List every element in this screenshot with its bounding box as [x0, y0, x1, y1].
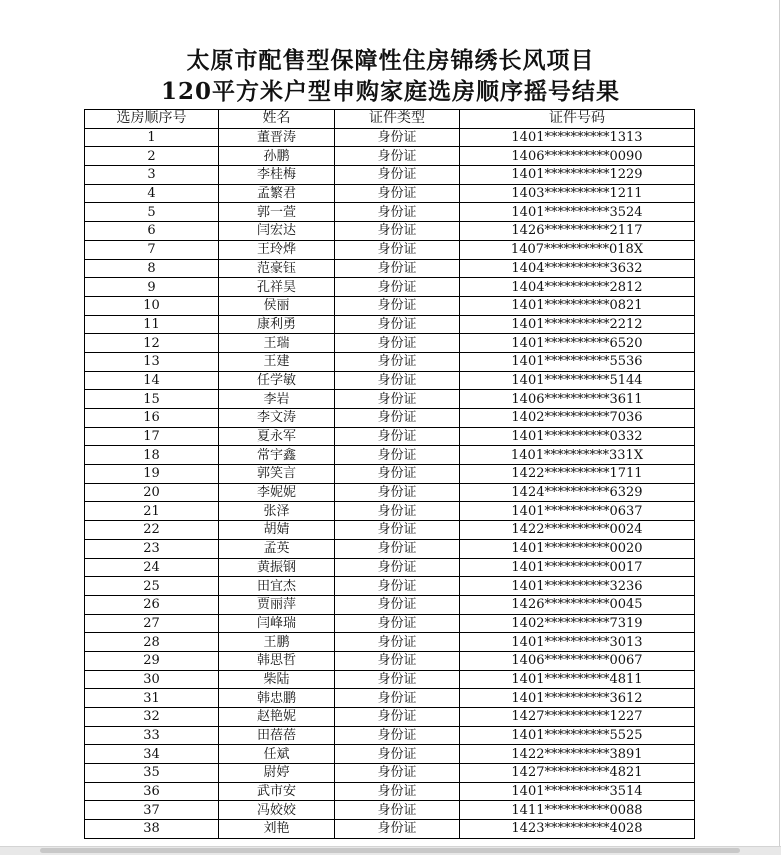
table-row	[85, 240, 695, 259]
id-type-cell: 身份证	[335, 670, 460, 689]
table-row	[85, 782, 695, 801]
name-cell: 李文涛	[219, 409, 335, 428]
id-number-cell: 1401**********5144	[460, 371, 695, 390]
order-number-cell: 12	[85, 334, 219, 353]
id-number-cell: 1401**********0821	[460, 296, 695, 315]
name-cell: 柴陆	[219, 670, 335, 689]
id-number-cell: 1402**********7319	[460, 614, 695, 633]
table-row	[85, 259, 695, 278]
order-number-cell: 2	[85, 147, 219, 166]
table-row	[85, 446, 695, 465]
id-type-cell: 身份证	[335, 446, 460, 465]
order-number-cell: 13	[85, 352, 219, 371]
order-number-cell: 30	[85, 670, 219, 689]
table-row	[85, 222, 695, 241]
id-type-cell: 身份证	[335, 483, 460, 502]
id-type-cell: 身份证	[335, 315, 460, 334]
order-number-cell: 29	[85, 651, 219, 670]
name-cell: 闫宏达	[219, 222, 335, 241]
id-number-cell: 1422**********1711	[460, 465, 695, 484]
id-number-cell: 1427**********1227	[460, 708, 695, 727]
id-number-cell: 1404**********2812	[460, 278, 695, 297]
table-row	[85, 502, 695, 521]
id-type-cell: 身份证	[335, 521, 460, 540]
order-number-cell: 21	[85, 502, 219, 521]
table-row	[85, 558, 695, 577]
order-number-cell: 11	[85, 315, 219, 334]
order-number-cell: 22	[85, 521, 219, 540]
order-number-cell: 34	[85, 745, 219, 764]
id-type-cell: 身份证	[335, 689, 460, 708]
table-row	[85, 689, 695, 708]
id-type-cell: 身份证	[335, 465, 460, 484]
table-row	[85, 577, 695, 596]
order-number-cell: 32	[85, 708, 219, 727]
id-number-cell: 1401**********2212	[460, 315, 695, 334]
order-number-cell: 5	[85, 203, 219, 222]
id-type-cell: 身份证	[335, 577, 460, 596]
id-number-cell: 1401**********1229	[460, 166, 695, 185]
id-number-cell: 1424**********6329	[460, 483, 695, 502]
order-number-cell: 8	[85, 259, 219, 278]
name-cell: 武市安	[219, 782, 335, 801]
order-number-cell: 6	[85, 222, 219, 241]
name-cell: 韩忠鹏	[219, 689, 335, 708]
name-cell: 郭笑言	[219, 465, 335, 484]
order-number-cell: 10	[85, 296, 219, 315]
id-type-cell: 身份证	[335, 147, 460, 166]
table-row	[85, 820, 695, 839]
table-row	[85, 427, 695, 446]
id-type-cell: 身份证	[335, 259, 460, 278]
name-cell: 郭一萱	[219, 203, 335, 222]
scrollbar-thumb[interactable]	[40, 848, 740, 853]
table-row	[85, 184, 695, 203]
name-cell: 黄振钢	[219, 558, 335, 577]
id-type-cell: 身份证	[335, 166, 460, 185]
order-number-cell: 35	[85, 764, 219, 783]
table-row	[85, 801, 695, 820]
table-row	[85, 166, 695, 185]
table-row	[85, 465, 695, 484]
name-cell: 刘艳	[219, 820, 335, 839]
order-number-cell: 37	[85, 801, 219, 820]
id-type-cell: 身份证	[335, 427, 460, 446]
id-number-cell: 1401**********331X	[460, 446, 695, 465]
order-number-cell: 24	[85, 558, 219, 577]
id-number-cell: 1401**********5525	[460, 726, 695, 745]
id-number-cell: 1401**********0332	[460, 427, 695, 446]
id-number-cell: 1406**********0067	[460, 651, 695, 670]
name-cell: 康利勇	[219, 315, 335, 334]
id-type-cell: 身份证	[335, 745, 460, 764]
id-type-cell: 身份证	[335, 595, 460, 614]
order-number-cell: 38	[85, 820, 219, 839]
name-cell: 孔祥昊	[219, 278, 335, 297]
id-number-cell: 1426**********0045	[460, 595, 695, 614]
document-title-line-1: 太原市配售型保障性住房锦绣长风项目	[186, 47, 595, 74]
table-header-row	[85, 110, 695, 129]
id-type-cell: 身份证	[335, 409, 460, 428]
order-number-cell: 19	[85, 465, 219, 484]
name-cell: 王瑞	[219, 334, 335, 353]
name-cell: 冯姣姣	[219, 801, 335, 820]
name-cell: 李桂梅	[219, 166, 335, 185]
id-type-cell: 身份证	[335, 128, 460, 147]
table-row	[85, 764, 695, 783]
id-type-cell: 身份证	[335, 558, 460, 577]
table-row	[85, 595, 695, 614]
table-row	[85, 539, 695, 558]
name-cell: 李妮妮	[219, 483, 335, 502]
name-cell: 田蓓蓓	[219, 726, 335, 745]
table-row	[85, 128, 695, 147]
name-cell: 王玲烨	[219, 240, 335, 259]
name-cell: 赵艳妮	[219, 708, 335, 727]
name-cell: 孙鹏	[219, 147, 335, 166]
id-number-cell: 1423**********4028	[460, 820, 695, 839]
header-id-type: 证件类型	[335, 110, 460, 129]
order-number-cell: 14	[85, 371, 219, 390]
name-cell: 孟英	[219, 539, 335, 558]
id-type-cell: 身份证	[335, 539, 460, 558]
name-cell: 任学敏	[219, 371, 335, 390]
id-type-cell: 身份证	[335, 614, 460, 633]
id-type-cell: 身份证	[335, 651, 460, 670]
id-type-cell: 身份证	[335, 278, 460, 297]
order-number-cell: 33	[85, 726, 219, 745]
order-number-cell: 36	[85, 782, 219, 801]
table-row	[85, 745, 695, 764]
table-body	[85, 128, 695, 838]
id-number-cell: 1401**********1313	[460, 128, 695, 147]
name-cell: 任斌	[219, 745, 335, 764]
order-number-cell: 27	[85, 614, 219, 633]
id-number-cell: 1407**********018X	[460, 240, 695, 259]
table-row	[85, 633, 695, 652]
header-order-number: 选房顺序号	[85, 110, 219, 129]
order-number-cell: 23	[85, 539, 219, 558]
id-number-cell: 1401**********3514	[460, 782, 695, 801]
table-row	[85, 334, 695, 353]
name-cell: 董晋涛	[219, 128, 335, 147]
table-row	[85, 278, 695, 297]
table-row	[85, 203, 695, 222]
id-type-cell: 身份证	[335, 296, 460, 315]
table-row	[85, 726, 695, 745]
id-number-cell: 1401**********4811	[460, 670, 695, 689]
name-cell: 李岩	[219, 390, 335, 409]
lottery-result-table	[84, 109, 695, 839]
id-number-cell: 1422**********3891	[460, 745, 695, 764]
id-type-cell: 身份证	[335, 352, 460, 371]
table-row	[85, 390, 695, 409]
order-number-cell: 9	[85, 278, 219, 297]
id-type-cell: 身份证	[335, 708, 460, 727]
id-type-cell: 身份证	[335, 782, 460, 801]
id-number-cell: 1401**********0020	[460, 539, 695, 558]
table-row	[85, 352, 695, 371]
order-number-cell: 3	[85, 166, 219, 185]
table-row	[85, 409, 695, 428]
id-number-cell: 1401**********0637	[460, 502, 695, 521]
header-id-number: 证件号码	[460, 110, 695, 129]
table-row	[85, 483, 695, 502]
table-row	[85, 651, 695, 670]
name-cell: 尉婷	[219, 764, 335, 783]
id-number-cell: 1422**********0024	[460, 521, 695, 540]
id-number-cell: 1404**********3632	[460, 259, 695, 278]
order-number-cell: 16	[85, 409, 219, 428]
id-type-cell: 身份证	[335, 222, 460, 241]
order-number-cell: 26	[85, 595, 219, 614]
name-cell: 胡婧	[219, 521, 335, 540]
document-title-line-2: 120平方米户型申购家庭选房顺序摇号结果	[160, 78, 620, 105]
order-number-cell: 1	[85, 128, 219, 147]
id-number-cell: 1401**********0017	[460, 558, 695, 577]
id-number-cell: 1406**********0090	[460, 147, 695, 166]
name-cell: 孟繁君	[219, 184, 335, 203]
id-number-cell: 1406**********3611	[460, 390, 695, 409]
order-number-cell: 31	[85, 689, 219, 708]
name-cell: 王建	[219, 352, 335, 371]
table-row	[85, 614, 695, 633]
name-cell: 常宇鑫	[219, 446, 335, 465]
order-number-cell: 4	[85, 184, 219, 203]
name-cell: 田宜杰	[219, 577, 335, 596]
name-cell: 张泽	[219, 502, 335, 521]
id-number-cell: 1401**********6520	[460, 334, 695, 353]
order-number-cell: 7	[85, 240, 219, 259]
id-type-cell: 身份证	[335, 240, 460, 259]
id-type-cell: 身份证	[335, 184, 460, 203]
order-number-cell: 25	[85, 577, 219, 596]
order-number-cell: 28	[85, 633, 219, 652]
id-type-cell: 身份证	[335, 820, 460, 839]
id-number-cell: 1411**********0088	[460, 801, 695, 820]
id-type-cell: 身份证	[335, 334, 460, 353]
id-type-cell: 身份证	[335, 390, 460, 409]
order-number-cell: 15	[85, 390, 219, 409]
id-number-cell: 1402**********7036	[460, 409, 695, 428]
table-row	[85, 296, 695, 315]
table-row	[85, 521, 695, 540]
table-row	[85, 708, 695, 727]
id-type-cell: 身份证	[335, 801, 460, 820]
order-number-cell: 20	[85, 483, 219, 502]
name-cell: 闫峰瑞	[219, 614, 335, 633]
table-row	[85, 670, 695, 689]
id-type-cell: 身份证	[335, 633, 460, 652]
table-row	[85, 147, 695, 166]
name-cell: 贾丽萍	[219, 595, 335, 614]
id-number-cell: 1401**********5536	[460, 352, 695, 371]
order-number-cell: 18	[85, 446, 219, 465]
id-number-cell: 1401**********3612	[460, 689, 695, 708]
name-cell: 侯丽	[219, 296, 335, 315]
name-cell: 王鹏	[219, 633, 335, 652]
id-number-cell: 1427**********4821	[460, 764, 695, 783]
name-cell: 夏永军	[219, 427, 335, 446]
id-number-cell: 1401**********3524	[460, 203, 695, 222]
id-type-cell: 身份证	[335, 726, 460, 745]
id-type-cell: 身份证	[335, 764, 460, 783]
id-number-cell: 1426**********2117	[460, 222, 695, 241]
id-type-cell: 身份证	[335, 502, 460, 521]
id-type-cell: 身份证	[335, 371, 460, 390]
header-name: 姓名	[219, 110, 335, 129]
name-cell: 韩思哲	[219, 651, 335, 670]
order-number-cell: 17	[85, 427, 219, 446]
table-row	[85, 315, 695, 334]
name-cell: 范豪钰	[219, 259, 335, 278]
id-type-cell: 身份证	[335, 203, 460, 222]
id-number-cell: 1401**********3013	[460, 633, 695, 652]
id-number-cell: 1403**********1211	[460, 184, 695, 203]
id-number-cell: 1401**********3236	[460, 577, 695, 596]
table-row	[85, 371, 695, 390]
